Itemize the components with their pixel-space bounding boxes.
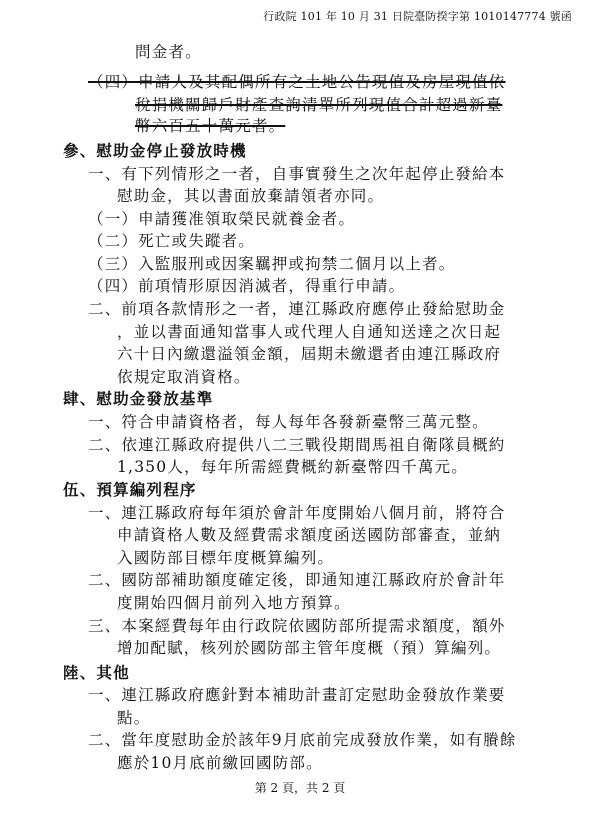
text-line: 幣六百五十萬元者。 — [135, 117, 286, 135]
page-footer: 第 2 頁，共 2 頁 — [254, 781, 346, 795]
text-line: 問金者。 — [135, 43, 202, 61]
text-line: 點。 — [117, 709, 151, 727]
text-line: 三、本案經費每年由行政院依國防部所提需求額度，額外 — [88, 617, 506, 635]
text-line: 依規定取消資格。 — [117, 368, 251, 386]
section-heading: 陸、其他 — [63, 663, 130, 682]
text-line: 申請資格人數及經費需求額度函送國防部審查，並納 — [117, 526, 502, 544]
text-line: 一、符合申請資格者，每人每年各發新臺幣三萬元整。 — [88, 413, 489, 431]
text-line: 度開始四個月前列入地方預算。 — [117, 594, 351, 612]
text-line: 增加配賦，核列於國防部主管年度概（預）算編列。 — [117, 639, 502, 657]
text-line: 入國防部目標年度概算編列。 — [117, 549, 335, 567]
text-line: （三）入監服刑或因案羈押或拘禁二個月以上者。 — [88, 255, 456, 273]
text-line: （二）死亡或失蹤者。 — [88, 232, 256, 250]
text-line: 一、連江縣政府每年須於會計年度開始八個月前，將符合 — [88, 504, 506, 522]
text-line: 二、當年度慰助金於該年9月底前完成發放作業，如有賸餘 — [88, 731, 517, 749]
text-line: 稅捐機關歸戶財產查詢清單所列現值合計超過新臺 — [135, 96, 503, 114]
text-line: ，並以書面通知當事人或代理人自通知送達之次日起 — [117, 323, 502, 341]
text-line: 二、前項各款情形之一者，連江縣政府應停止發給慰助金 — [88, 300, 506, 318]
text-line: （四）申請人及其配偶所有之土地公告現值及房屋現值依 — [88, 73, 506, 91]
section-heading: 參、慰助金停止發放時機 — [63, 141, 247, 160]
section-heading: 肆、慰助金發放基準 — [63, 389, 214, 408]
text-line: 一、有下列情形之一者，自事實發生之次年起停止發給本 — [88, 165, 506, 183]
document-header: 行政院 101 年 10 月 31 日院臺防揆字第 1010147774 號函 — [263, 10, 572, 23]
text-line: 六十日內繳還溢領金額，屆期未繳還者由連江縣政府 — [117, 345, 502, 363]
text-line: 二、依連江縣政府提供八二三戰役期間馬祖自衛隊員概約 — [88, 436, 506, 454]
text-line: 1,350人，每年所需經費概約新臺幣四千萬元。 — [117, 458, 468, 476]
text-line: 慰助金，其以書面放棄請領者亦同。 — [117, 187, 385, 205]
text-line: 一、連江縣政府應針對本補助計畫訂定慰助金發放作業要 — [88, 686, 506, 704]
section-heading: 伍、預算編列程序 — [63, 480, 197, 499]
text-line: （四）前項情形原因消滅者，得重行申請。 — [88, 277, 406, 295]
text-line: 應於10月底前繳回國防部。 — [117, 754, 323, 772]
text-line: 二、國防部補助額度確定後，即通知連江縣政府於會計年 — [88, 571, 506, 589]
text-line: （一）申請獲准領取榮民就養金者。 — [88, 210, 356, 228]
